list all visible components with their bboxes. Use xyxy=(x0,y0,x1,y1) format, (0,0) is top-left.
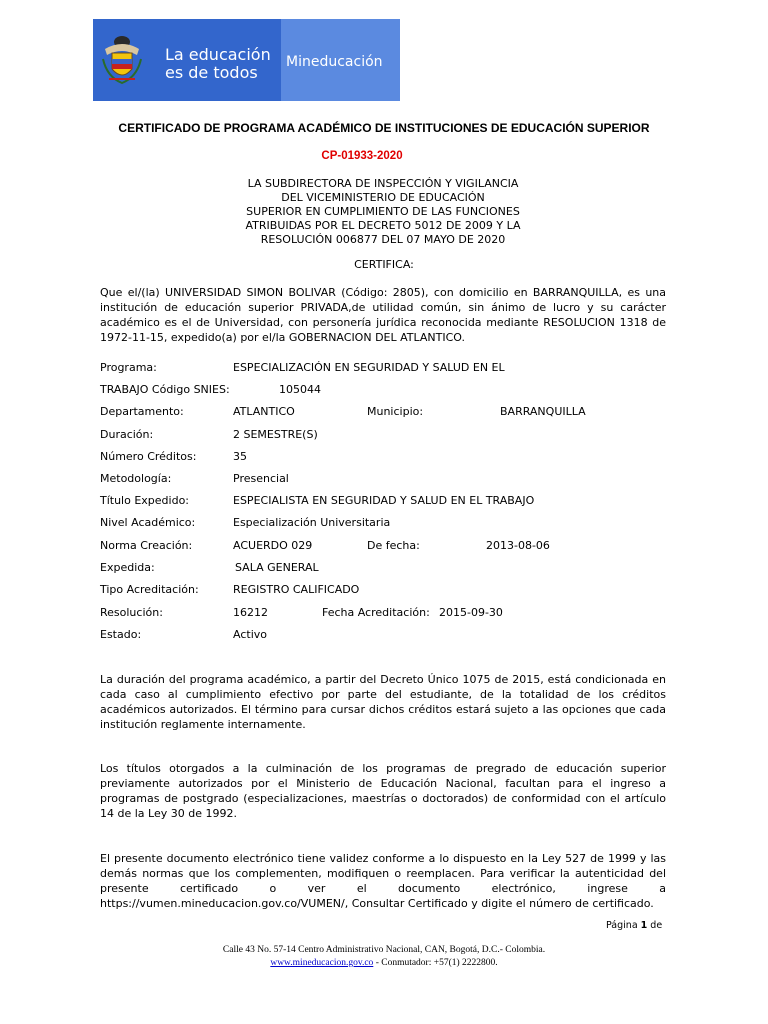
municipio-label: Municipio: xyxy=(367,405,424,418)
footer-phone: - Conmutador: +57(1) 2222800. xyxy=(373,958,498,968)
titulo-value: ESPECIALISTA EN SEGURIDAD Y SALUD EN EL TRABAJO xyxy=(233,494,535,507)
page-prefix: Página xyxy=(606,920,641,931)
norma-value: ACUERDO 029 xyxy=(233,539,313,552)
duracion-paragraph: La duración del programa académico, a partir del Decreto Único 1075 de 2015, está condicionada en cada caso al cumplimiento efectivo por parte del estudiante, de la totalidad de los créditos académicos autorizados. El término para cursar dichos créditos estará sujeto a las opciones que cada institución reglamente internamente. xyxy=(100,673,666,731)
creditos-value: 35 xyxy=(233,450,247,463)
footer-address: Calle 43 No. 57-14 Centro Administrativo Nacional, CAN, Bogotá, D.C.- Colombia. xyxy=(222,945,546,955)
snies-value: 105044 xyxy=(279,383,321,396)
footer-contact xyxy=(0,957,768,970)
titulo-label: Título Expedido: xyxy=(100,494,190,507)
slogan xyxy=(165,46,271,82)
nivel-label: Nivel Académico: xyxy=(100,516,196,529)
nivel-value: Especialización Universitaria xyxy=(233,516,391,529)
duracion-value: 2 SEMESTRE(S) xyxy=(233,428,318,441)
estado-label: Estado: xyxy=(100,628,142,641)
page-number xyxy=(606,920,662,931)
page-current: 1 xyxy=(640,920,648,931)
page-suffix: de xyxy=(647,920,663,931)
header-banner xyxy=(93,19,400,101)
metodologia-value: Presencial xyxy=(233,472,289,485)
fecha-label: De fecha: xyxy=(367,539,420,552)
fecha-value: 2013-08-06 xyxy=(486,539,550,552)
creditos-label: Número Créditos: xyxy=(100,450,197,463)
intro-paragraph: Que el/(la) UNIVERSIDAD SIMON BOLIVAR (Código: 2805), con domicilio en BARRANQUILLA, es una institución de educación superior PRIVADA,de utilidad común, sin ánimo de lucro y su carácter académico es el de Universidad, con personería jurídica reconocida mediante RESOLUCION 1318 de 1972-11-15, expedido(a) por el/la GOBERNACION DEL ATLANTICO. xyxy=(100,286,666,344)
expedida-value: SALA GENERAL xyxy=(235,561,319,574)
footer xyxy=(0,944,768,970)
authority-line: LA SUBDIRECTORA DE INSPECCIÓN Y VIGILANCIA xyxy=(247,177,519,190)
programa-continuation: TRABAJO Código SNIES: xyxy=(100,383,230,396)
resolucion-label: Resolución: xyxy=(100,606,163,619)
resolucion-value: 16212 xyxy=(233,606,268,619)
expedida-label: Expedida: xyxy=(100,561,155,574)
duracion-label: Duración: xyxy=(100,428,154,441)
banner-slogan-panel xyxy=(93,19,281,101)
programa-value: ESPECIALIZACIÓN EN SEGURIDAD Y SALUD EN EL xyxy=(233,361,505,374)
metodologia-label: Metodología: xyxy=(100,472,172,485)
coat-of-arms-icon xyxy=(101,33,143,87)
titulos-paragraph: Los títulos otorgados a la culminación de los programas de pregrado de educación superior previamente autorizados por el Ministerio de Educación Nacional, facultan para el ingreso a programas de postgrado (especializaciones, maestrías o doctorados) de conformidad con el artículo 14 de la Ley 30 de 1992. xyxy=(100,762,666,820)
slogan-line-2: es de todos xyxy=(165,63,258,82)
certificate-code: CP-01933-2020 xyxy=(321,150,403,162)
ministry-logo-text: Mineducación xyxy=(286,54,383,70)
authority-line: RESOLUCIÓN 006877 DEL 07 MAYO DE 2020 xyxy=(260,233,506,246)
authority-line: DEL VICEMINISTERIO DE EDUCACIÓN xyxy=(281,191,485,204)
estado-value: Activo xyxy=(233,628,267,641)
validez-paragraph: El presente documento electrónico tiene validez conforme a lo dispuesto en la Ley 527 de 1999 y las demás normas que los complementen, modifiquen o reemplacen. Para verificar la autenticidad del presente certificado o ver el documento electrónico, ingrese a https://vumen.mineducacion.gov.co/VUMEN/, Consultar Certificado y digite el número de certificado. xyxy=(100,852,666,910)
fecha-acreditacion-value: 2015-09-30 xyxy=(439,606,503,619)
programa-label: Programa: xyxy=(100,361,157,374)
certifica-heading: CERTIFICA: xyxy=(354,258,414,271)
municipio-value: BARRANQUILLA xyxy=(500,405,586,418)
authority-block xyxy=(233,177,533,247)
document-title: CERTIFICADO DE PROGRAMA ACADÉMICO DE INSTITUCIONES DE EDUCACIÓN SUPERIOR xyxy=(118,121,650,135)
banner-ministry-panel xyxy=(281,19,400,101)
website-link[interactable]: www.mineducacion.gov.co xyxy=(270,958,374,968)
authority-line: SUPERIOR EN CUMPLIMIENTO DE LAS FUNCIONES xyxy=(246,205,520,218)
norma-label: Norma Creación: xyxy=(100,539,193,552)
tipo-acreditacion-value: REGISTRO CALIFICADO xyxy=(233,583,360,596)
fecha-acreditacion-label: Fecha Acreditación: xyxy=(322,606,430,619)
departamento-value: ATLANTICO xyxy=(233,405,295,418)
authority-line: ATRIBUIDAS POR EL DECRETO 5012 DE 2009 Y LA xyxy=(245,219,521,232)
tipo-acreditacion-label: Tipo Acreditación: xyxy=(100,583,199,596)
slogan-line-1: La educación xyxy=(165,45,271,64)
departamento-label: Departamento: xyxy=(100,405,184,418)
